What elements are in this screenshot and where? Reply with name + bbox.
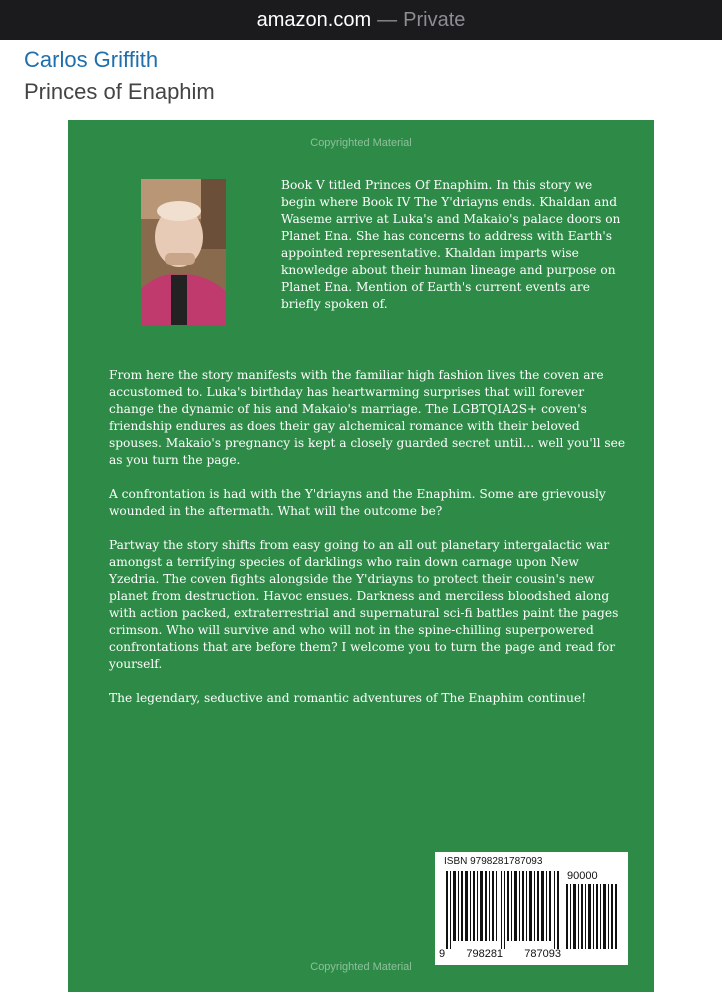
ean-digit-lead: 9	[439, 948, 446, 960]
domain-label: amazon.com	[256, 8, 372, 31]
blurb-body	[109, 367, 629, 724]
isbn-barcode	[435, 852, 628, 965]
author-link[interactable]: Carlos Griffith	[24, 47, 159, 72]
blurb-paragraph: From here the story manifests with the familiar high fashion lives the coven are accustomed to. Luka's birthday has heartwarming surprises that will forever change the dynamic of his and Makaio's marriage. The LGBTQIA2S+ coven's friendship endures as does their gay alchemical romance with their beloved spouses. Makaio's pregnancy is kept a closely guarded secret until... well you'll see as you turn the page.	[109, 368, 626, 467]
blurb-paragraph: The legendary, seductive and romantic adventures of The Enaphim continue!	[109, 691, 587, 705]
watermark-top: Copyrighted Material	[310, 137, 412, 149]
addon-barcode-icon	[565, 884, 620, 949]
barcode-bars-icon	[444, 871, 562, 949]
blurb-intro	[281, 177, 626, 313]
private-mode-label: Private	[403, 8, 466, 31]
book-title: Princes of Enaphim	[24, 79, 215, 104]
isbn-label: ISBN 9798281787093	[444, 856, 543, 867]
browser-address-bar[interactable]	[0, 0, 722, 40]
watermark-bottom: Copyrighted Material	[310, 961, 412, 973]
author-photo	[141, 179, 226, 325]
ean-digit-group: 798281	[466, 948, 504, 960]
price-code: 90000	[567, 870, 598, 882]
ean-digits	[435, 948, 565, 960]
blurb-paragraph: A confrontation is had with the Y'driayns and the Enaphim. Some are grievously wounded in the aftermath. What will the outcome be?	[109, 487, 606, 518]
blurb-intro-paragraph: Book V titled Princes Of Enaphim. In this story we begin where Book IV The Y'driayns ends. Khaldan and Waseme arrive at Luka's and Makaio's palace doors on Planet Ena. She has concerns to address with Earth's appointed representative. Khaldan imparts wise knowledge about their human lineage and purpose on Planet Ena. Mention of Earth's current events are briefly spoken of.	[281, 178, 621, 311]
blurb-paragraph: Partway the story shifts from easy going to an all out planetary intergalactic war amongst a terrifying species of darklings who rain down carnage upon New Yzedria. The coven fights alongside the Y'driayns to protect their cousin's new planet from destruction. Havoc ensues. Darkness and merciless bloodshed along with action packed, extraterrestrial and supernatural sci-fi battles paint the pages crimson. Who will survive and who will not in the spine-chilling superpowered confrontations that are before them? I welcome you to turn the page and read for yourself.	[109, 538, 619, 671]
separator: —	[377, 8, 398, 31]
ean-digit-group: 787093	[524, 948, 561, 960]
book-back-cover-image[interactable]	[68, 120, 654, 992]
